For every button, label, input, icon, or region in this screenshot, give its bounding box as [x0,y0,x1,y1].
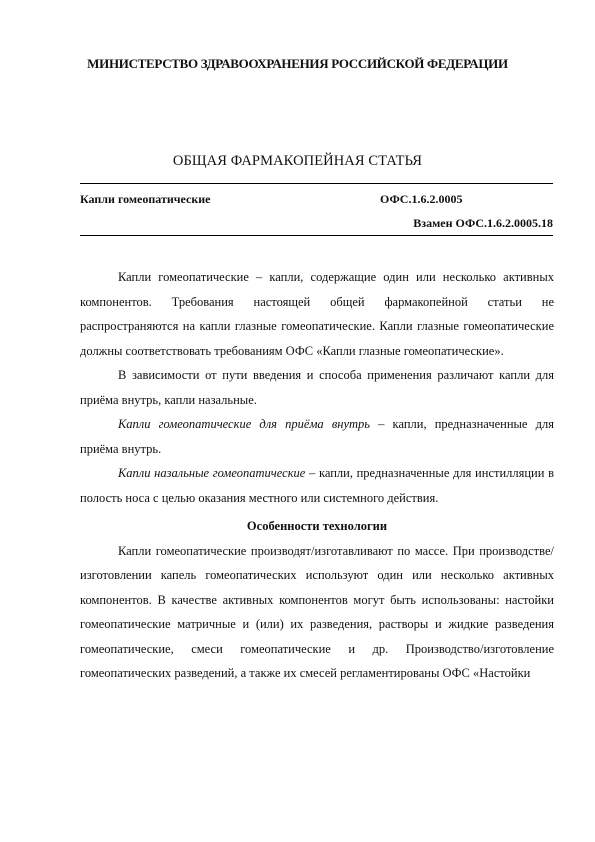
paragraph-definition: Капли гомеопатические – капли, содержащие один или несколько активных компонентов. Требования настоящей общей фармакопейной статьи не распространяются на капли глазные гомеопатические. Капли глазные гомеопатические должны соответствовать требованиям ОФС «Капли глазные гомеопатические». [80,270,554,358]
paragraph-classification: В зависимости от пути введения и способа применения различают капли для приёма внутрь, капли назальные. [80,368,554,407]
replaces-code: Взамен ОФС.1.6.2.0005.18 [413,216,553,230]
divider-bottom [80,235,553,236]
ministry-heading: МИНИСТЕРСТВО ЗДРАВООХРАНЕНИЯ РОССИЙСКОЙ ФЕДЕРАЦИИ [87,56,508,71]
definition-nasal-drops: – капли, предназначенные для инстилляции в полость носа с целью оказания местного или системного действия. [80,466,555,505]
paragraph-nasal-drops [80,461,554,510]
definition-oral-drops: – капли, предназначенные для приёма внутрь. [80,417,554,456]
document-body [80,265,554,686]
term-oral-drops: Капли гомеопатические для приёма внутрь [118,417,370,431]
page-title: ОБЩАЯ ФАРМАКОПЕЙНАЯ СТАТЬЯ [172,153,423,169]
paragraph-technology: Капли гомеопатические производят/изготавливают по массе. При производстве/изготовлении капель гомеопатических используют один или несколько активных компонентов. В качестве активных компонентов могут быть использованы: настойки гомеопатические матричные и (или) их разведения, растворы и жидкие разведения гомеопатические, смеси гомеопатические и др. Производство/изготовление гомеопатических разведений, а также их смесей регламентированы ОФС «Настойки [80,543,554,680]
divider-top [80,183,553,184]
drug-name: Капли гомеопатические [80,192,211,206]
paragraph-oral-drops [80,412,554,461]
term-nasal-drops: Капли назальные гомеопатические [118,466,306,480]
article-code: ОФС.1.6.2.0005 [380,192,463,206]
section-heading: Особенности технологии [246,519,388,533]
